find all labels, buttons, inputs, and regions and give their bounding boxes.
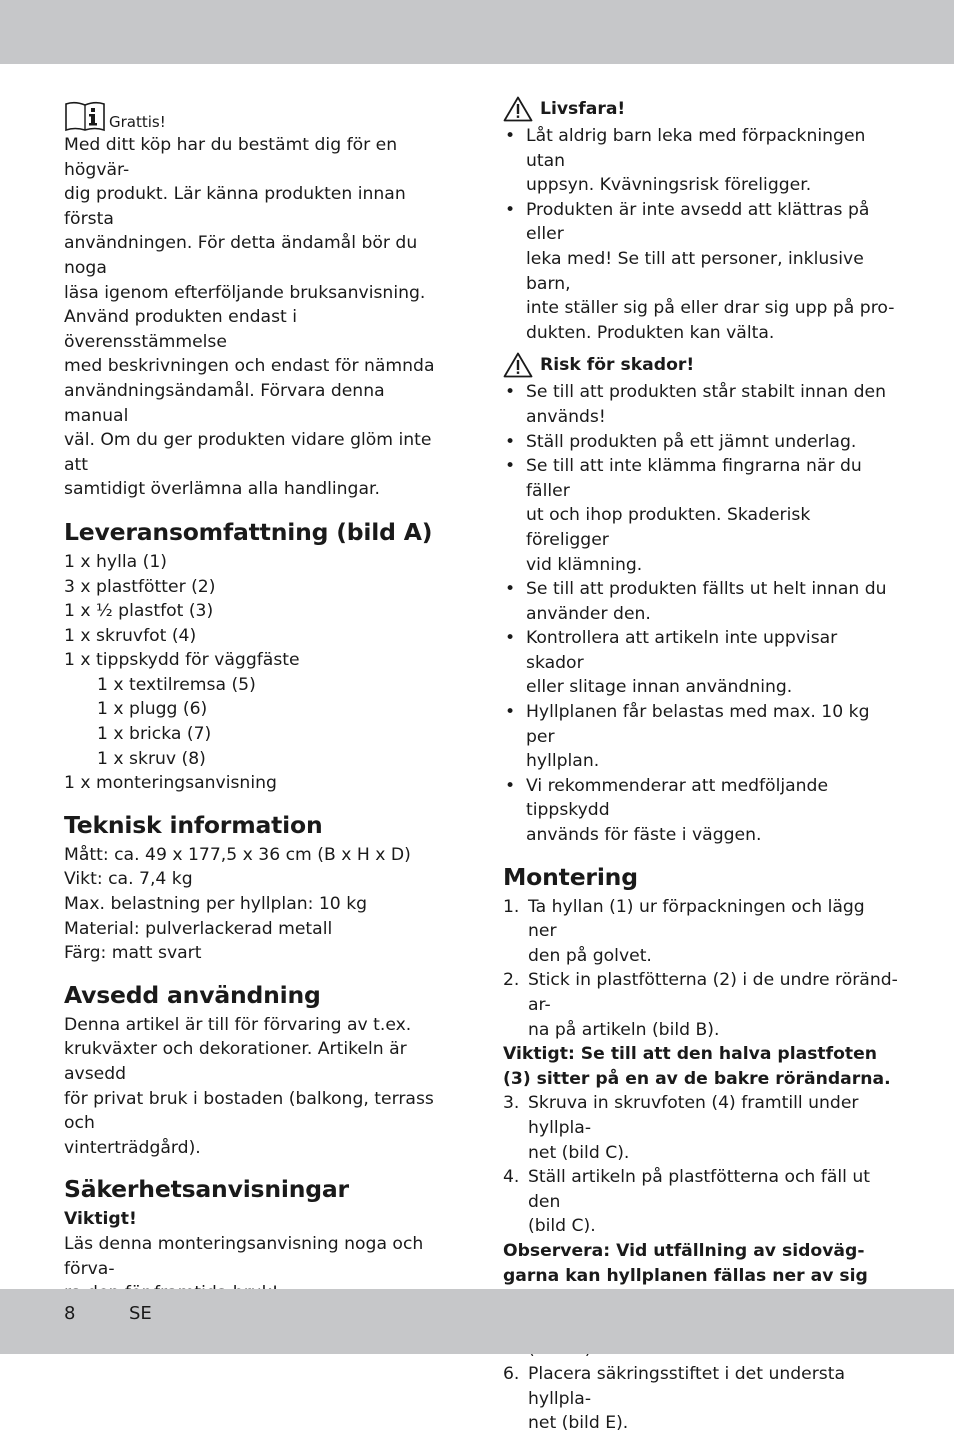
tech-line: Material: pulverlackerad metall xyxy=(64,918,333,939)
injury-heading xyxy=(503,350,898,380)
danger-heading xyxy=(503,94,898,124)
list-item xyxy=(503,430,898,455)
step-line: Skruva in skruvfoten (4) framtill under hyllpla- xyxy=(528,1093,859,1138)
step-item xyxy=(503,968,898,1042)
item-line: används för fäste i väggen. xyxy=(526,825,762,846)
step-line: net (bild C). xyxy=(528,1142,630,1163)
step-line: den på golvet. xyxy=(528,945,652,966)
step-item xyxy=(503,1091,898,1165)
intro-line: läsa igenom efterföljande bruksanvisning. xyxy=(64,282,426,303)
note-line: garna kan hyllplanen fällas ner av sig xyxy=(503,1265,868,1286)
item-line: eller slitage innan användning. xyxy=(526,677,793,698)
language-code: SE xyxy=(129,1303,152,1324)
tech-line: Vikt: ca. 7,4 kg xyxy=(64,869,193,890)
scope-title: Leveransomfattning (bild A) xyxy=(64,517,433,546)
danger-list xyxy=(503,124,898,345)
intro-heading xyxy=(64,94,452,132)
step-line: net (bild E). xyxy=(528,1413,629,1434)
intro-line: med beskrivningen och endast för nämnda xyxy=(64,356,435,377)
step-item xyxy=(503,1362,898,1436)
list-item xyxy=(503,380,898,429)
tech-info xyxy=(64,843,452,966)
step-number: 4. xyxy=(503,1167,520,1188)
item-line: vid klämning. xyxy=(526,554,643,575)
tech-line: Mått: ca. 49 x 177,5 x 36 cm (B x H x D) xyxy=(64,844,411,865)
assembly-title: Montering xyxy=(503,862,638,891)
step-number: 2. xyxy=(503,970,520,991)
list-item: 1 x monteringsanvisning xyxy=(64,773,277,794)
usage-line: krukväxter och dekorationer. Artikeln är avsedd xyxy=(64,1039,407,1084)
usage-title: Avsedd användning xyxy=(64,980,321,1009)
list-item: 1 x skruvfot (4) xyxy=(64,625,197,646)
safety-title: Säkerhetsanvisningar xyxy=(64,1175,349,1204)
usage-line: vinterträdgård). xyxy=(64,1137,201,1158)
item-line: inte ställer sig på eller drar sig upp på pro- xyxy=(526,298,895,319)
intro-line: samtidigt överlämna alla handlingar. xyxy=(64,479,380,500)
right-column xyxy=(503,94,898,1436)
step-number: 6. xyxy=(503,1363,520,1384)
intro-line: väl. Om du ger produkten vidare glöm inte att xyxy=(64,430,432,475)
note-line: Viktigt: Se till att den halva plastfoten xyxy=(503,1044,878,1065)
safety-line: Läs denna monteringsanvisning noga och förva- xyxy=(64,1233,424,1279)
important-label: Viktigt! xyxy=(64,1209,137,1230)
step-line: Stick in plastfötterna (2) i de undre rörändar- xyxy=(528,970,898,1015)
list-item: 1 x tippskydd för väggfäste xyxy=(64,650,300,671)
list-item xyxy=(503,124,898,198)
note-line: Observera: Vid utfällning av sidoväg- xyxy=(503,1240,865,1261)
list-item xyxy=(503,454,898,577)
injury-title: Risk för skador! xyxy=(540,355,695,376)
list-item xyxy=(503,577,898,626)
usage-text xyxy=(64,1013,452,1161)
intro-line: Med ditt köp har du bestämt dig för en högvär- xyxy=(64,135,398,180)
list-subitem: 1 x plugg (6) xyxy=(97,699,208,720)
note-line: (3) sitter på en av de bakre rörändarna. xyxy=(503,1068,891,1089)
intro-line: dig produkt. Lär känna produkten innan första xyxy=(64,184,406,229)
list-subitem: 1 x textilremsa (5) xyxy=(97,674,256,695)
list-item: 3 x plastfötter (2) xyxy=(64,576,216,597)
step-line: Placera säkringsstiftet i det understa hyllpla- xyxy=(528,1363,846,1409)
item-line: • Hyllplanen får belastas med max. 10 kg per xyxy=(526,702,870,747)
book-info-icon xyxy=(64,100,106,132)
step-number: 1. xyxy=(503,896,520,917)
scope-list xyxy=(64,550,452,796)
page-number: 8 xyxy=(64,1303,76,1324)
list-item xyxy=(503,626,898,700)
step-number: 3. xyxy=(503,1093,520,1114)
item-line: leka med! Se till att personer, inklusive barn, xyxy=(526,248,864,294)
item-line: ut och ihop produkten. Skaderisk föreligger xyxy=(526,505,811,550)
assembly-note-important xyxy=(503,1042,898,1091)
item-line: hyllplan. xyxy=(526,751,600,772)
warning-triangle-icon xyxy=(503,96,533,122)
warning-triangle-icon xyxy=(503,352,533,378)
step-item xyxy=(503,895,898,969)
item-line: • Produkten är inte avsedd att klättras på eller xyxy=(526,199,870,245)
header-band xyxy=(0,0,954,64)
injury-list xyxy=(503,380,898,847)
item-line: uppsyn. Kvävningsrisk föreligger. xyxy=(526,175,812,196)
tech-title: Teknisk information xyxy=(64,810,323,839)
usage-line: för privat bruk i bostaden (balkong, terrass och xyxy=(64,1088,434,1134)
item-line: • Se till att inte klämma fingrarna när du fäller xyxy=(526,456,862,501)
assembly-steps xyxy=(503,895,898,1043)
usage-line: Denna artikel är till för förvaring av t.ex. xyxy=(64,1014,412,1035)
item-line: • Vi rekommenderar att medföljande tippskydd xyxy=(526,775,829,821)
step-line: na på artikeln (bild B). xyxy=(528,1019,720,1040)
item-line: • Låt aldrig barn leka med förpackningen utan xyxy=(526,126,866,171)
item-line: använder den. xyxy=(526,603,651,624)
greeting: Grattis! xyxy=(109,113,166,131)
danger-title: Livsfara! xyxy=(540,98,626,119)
item-line: används! xyxy=(526,406,606,427)
item-line: dukten. Produkten kan välta. xyxy=(526,322,775,343)
assembly-steps xyxy=(503,1091,898,1239)
tech-line: Färg: matt svart xyxy=(64,943,202,964)
list-subitem: 1 x bricka (7) xyxy=(97,724,212,745)
item-line: • Se till att produkten fällts ut helt innan du xyxy=(526,579,887,600)
list-item xyxy=(503,700,898,774)
intro-line: Använd produkten endast i överensstämmelse xyxy=(64,307,298,352)
tech-line: Max. belastning per hyllplan: 10 kg xyxy=(64,894,368,915)
intro-text xyxy=(64,133,452,502)
list-subitem: 1 x skruv (8) xyxy=(97,748,206,769)
item-line: • Ställ produkten på ett jämnt underlag. xyxy=(526,431,857,452)
list-item xyxy=(503,198,898,346)
item-line: • Se till att produkten står stabilt innan den xyxy=(526,382,886,403)
intro-line: användningen. För detta ändamål bör du noga xyxy=(64,233,418,278)
step-line: Ta hyllan (1) ur förpackningen och lägg ner xyxy=(528,896,865,942)
step-line: Ställ artikeln på plastfötterna och fäll ut den xyxy=(528,1167,870,1212)
list-item: 1 x hylla (1) xyxy=(64,551,167,572)
step-item xyxy=(503,1165,898,1239)
list-item: 1 x ½ plastfot (3) xyxy=(64,601,214,622)
left-column xyxy=(64,94,452,1306)
intro-line: användningsändamål. Förvara denna manual xyxy=(64,380,385,426)
list-item xyxy=(503,774,898,848)
step-line: (bild C). xyxy=(528,1216,596,1237)
item-line: • Kontrollera att artikeln inte uppvisar skador xyxy=(526,628,838,673)
